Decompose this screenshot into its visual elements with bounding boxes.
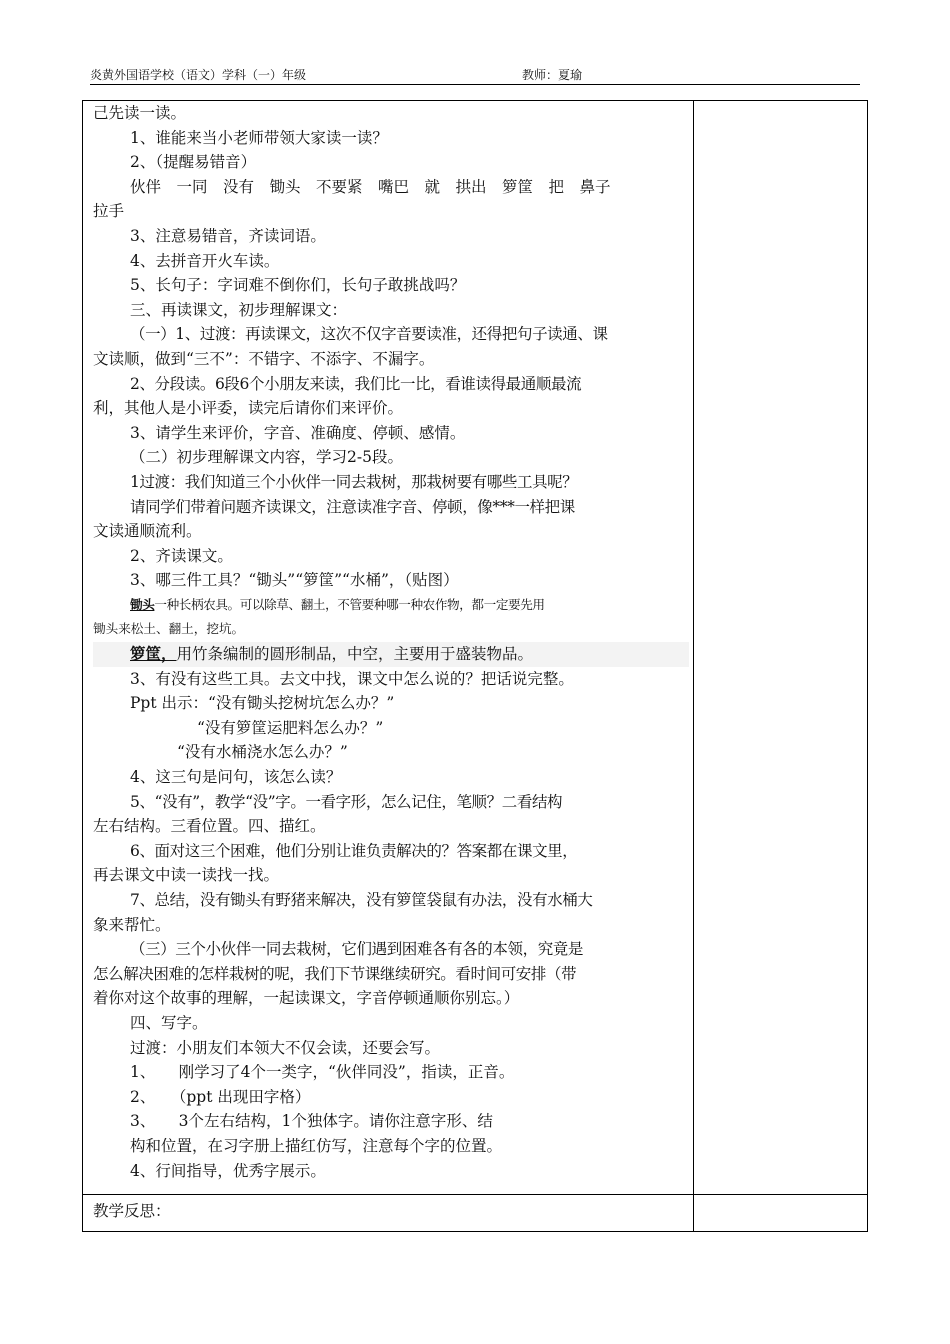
- text-line: 构和位置，在习字册上描红仿写，注意每个字的位置。: [130, 1136, 503, 1155]
- lesson-plan-table: [82, 100, 868, 1232]
- definition-basket: [93, 642, 689, 667]
- text-line: 文读通顺流利。: [93, 522, 202, 541]
- text-line: 怎么解决困难的怎样栽树的呢，我们下节课继续研究。看时间可安排（带: [93, 964, 577, 983]
- section-heading: 四、写字。: [130, 1013, 208, 1032]
- header-teacher: 教师：夏瑜: [522, 68, 583, 82]
- text-line: 7、总结，没有锄头有野猪来解决，没有箩筐袋鼠有办法，没有水桶大: [130, 891, 593, 909]
- text-line: 3、哪三件工具？“锄头”“箩筐”“水桶”，（贴图）: [130, 571, 459, 590]
- text-line: 6、面对这三个困难，他们分别让谁负责解决的？答案都在课文里，: [130, 841, 578, 860]
- definition-hoe: [93, 593, 689, 618]
- text-line: “没有水桶浇水怎么办？”: [177, 743, 348, 762]
- row-divider: [83, 1194, 867, 1195]
- text-line: 3、注意易错音，齐读词语。: [130, 226, 326, 245]
- lesson-content: [93, 101, 689, 1183]
- text-line: 2、 （ppt 出现田字格）: [130, 1087, 311, 1106]
- header-school-subject: 炎黄外国语学校（语文）学科（一）年级: [90, 68, 307, 82]
- teaching-reflection-label: 教学反思：: [93, 1202, 171, 1220]
- text-line: 伙伴 一同 没有 锄头 不要紧 嘴巴 就 拱出 箩筐 把 鼻子: [130, 177, 611, 196]
- text-line: “没有箩筐运肥料怎么办？”: [197, 718, 384, 737]
- text-line: 4、去拼音开火车读。: [130, 251, 280, 270]
- text-line: 请同学们带着问题齐读课文，注意读准字音、停顿，像***一样把课: [130, 497, 575, 516]
- column-divider: [693, 101, 694, 1231]
- text-line: 3、有没有这些工具。去文中找，课文中怎么说的？把话说完整。: [130, 669, 574, 688]
- text-line: 拉手: [93, 202, 125, 221]
- text-line: 左右结构。三看位置。四、描红。: [93, 817, 326, 836]
- text-line: 3、 3个左右结构，1个独体字。请你注意字形、结: [130, 1112, 493, 1131]
- text-line: 1过渡：我们知道三个小伙伴一同去栽树，那栽树要有哪些工具呢？: [130, 472, 578, 491]
- text-line: 2、（提醒易错音）: [130, 153, 257, 172]
- text-line: 文读顺，做到“三不”：不错字、不添字、不漏字。: [93, 349, 435, 368]
- text-line: 己先读一读。: [93, 104, 187, 122]
- definition-text: 一种长柄农具。可以除草、翻土，不管要种哪一种农作物，都一定要先用: [154, 596, 545, 612]
- definition-term: 锄头: [130, 596, 155, 612]
- definition-text: 用竹条编制的圆形制品，中空，主要用于盛装物品。: [176, 645, 534, 664]
- text-line: 2、分段读。6段6个小朋友来读，我们比一比，看谁读得最通顺最流: [130, 374, 582, 393]
- text-line: 再去课文中读一读找一找。: [93, 866, 280, 885]
- text-line: （一）1、过渡：再读课文，这次不仅字音要读准，还得把句子读通、课: [130, 325, 608, 344]
- section-heading: 三、再读课文，初步理解课文：: [130, 300, 348, 319]
- text-line: 5、长句子：字词难不倒你们，长句子敢挑战吗？: [130, 276, 466, 295]
- text-line: 4、这三句是问句，该怎么读？: [130, 768, 342, 787]
- text-line: （三）三个小伙伴一同去栽树，它们遇到困难各有各的本领，究竟是: [130, 940, 584, 959]
- text-line: 着你对这个故事的理解，一起读课文，字音停顿通顺你别忘。）: [93, 989, 520, 1008]
- text-line: 象来帮忙。: [93, 915, 171, 934]
- text-line: 1、谁能来当小老师带领大家读一读？: [130, 128, 388, 147]
- text-line: 4、行间指导，优秀字展示。: [130, 1161, 326, 1180]
- text-line: 5、“没有”，教学“没”字。一看字形，怎么记住，笔顺？二看结构: [130, 792, 563, 811]
- text-line: Ppt 出示：“没有锄头挖树坑怎么办？”: [130, 694, 395, 713]
- text-line: （二）初步理解课文内容，学习2-5段。: [130, 448, 403, 467]
- text-line: 3、请学生来评价，字音、准确度、停顿、感情。: [130, 423, 466, 442]
- text-line: 过渡：小朋友们本领大不仅会读，还要会写。: [130, 1038, 441, 1057]
- page-header: [90, 64, 860, 85]
- text-line: 利，其他人是小评委，读完后请你们来评价。: [93, 399, 404, 418]
- text-line: 1、 刚学习了4个一类字，“伙伴同没”，指读，正音。: [130, 1063, 515, 1082]
- text-line: 2、齐读课文。: [130, 546, 233, 565]
- definition-term: 箩筐，: [130, 644, 177, 664]
- definition-hoe-cont: 锄头来松土、翻土，挖坑。: [93, 621, 245, 637]
